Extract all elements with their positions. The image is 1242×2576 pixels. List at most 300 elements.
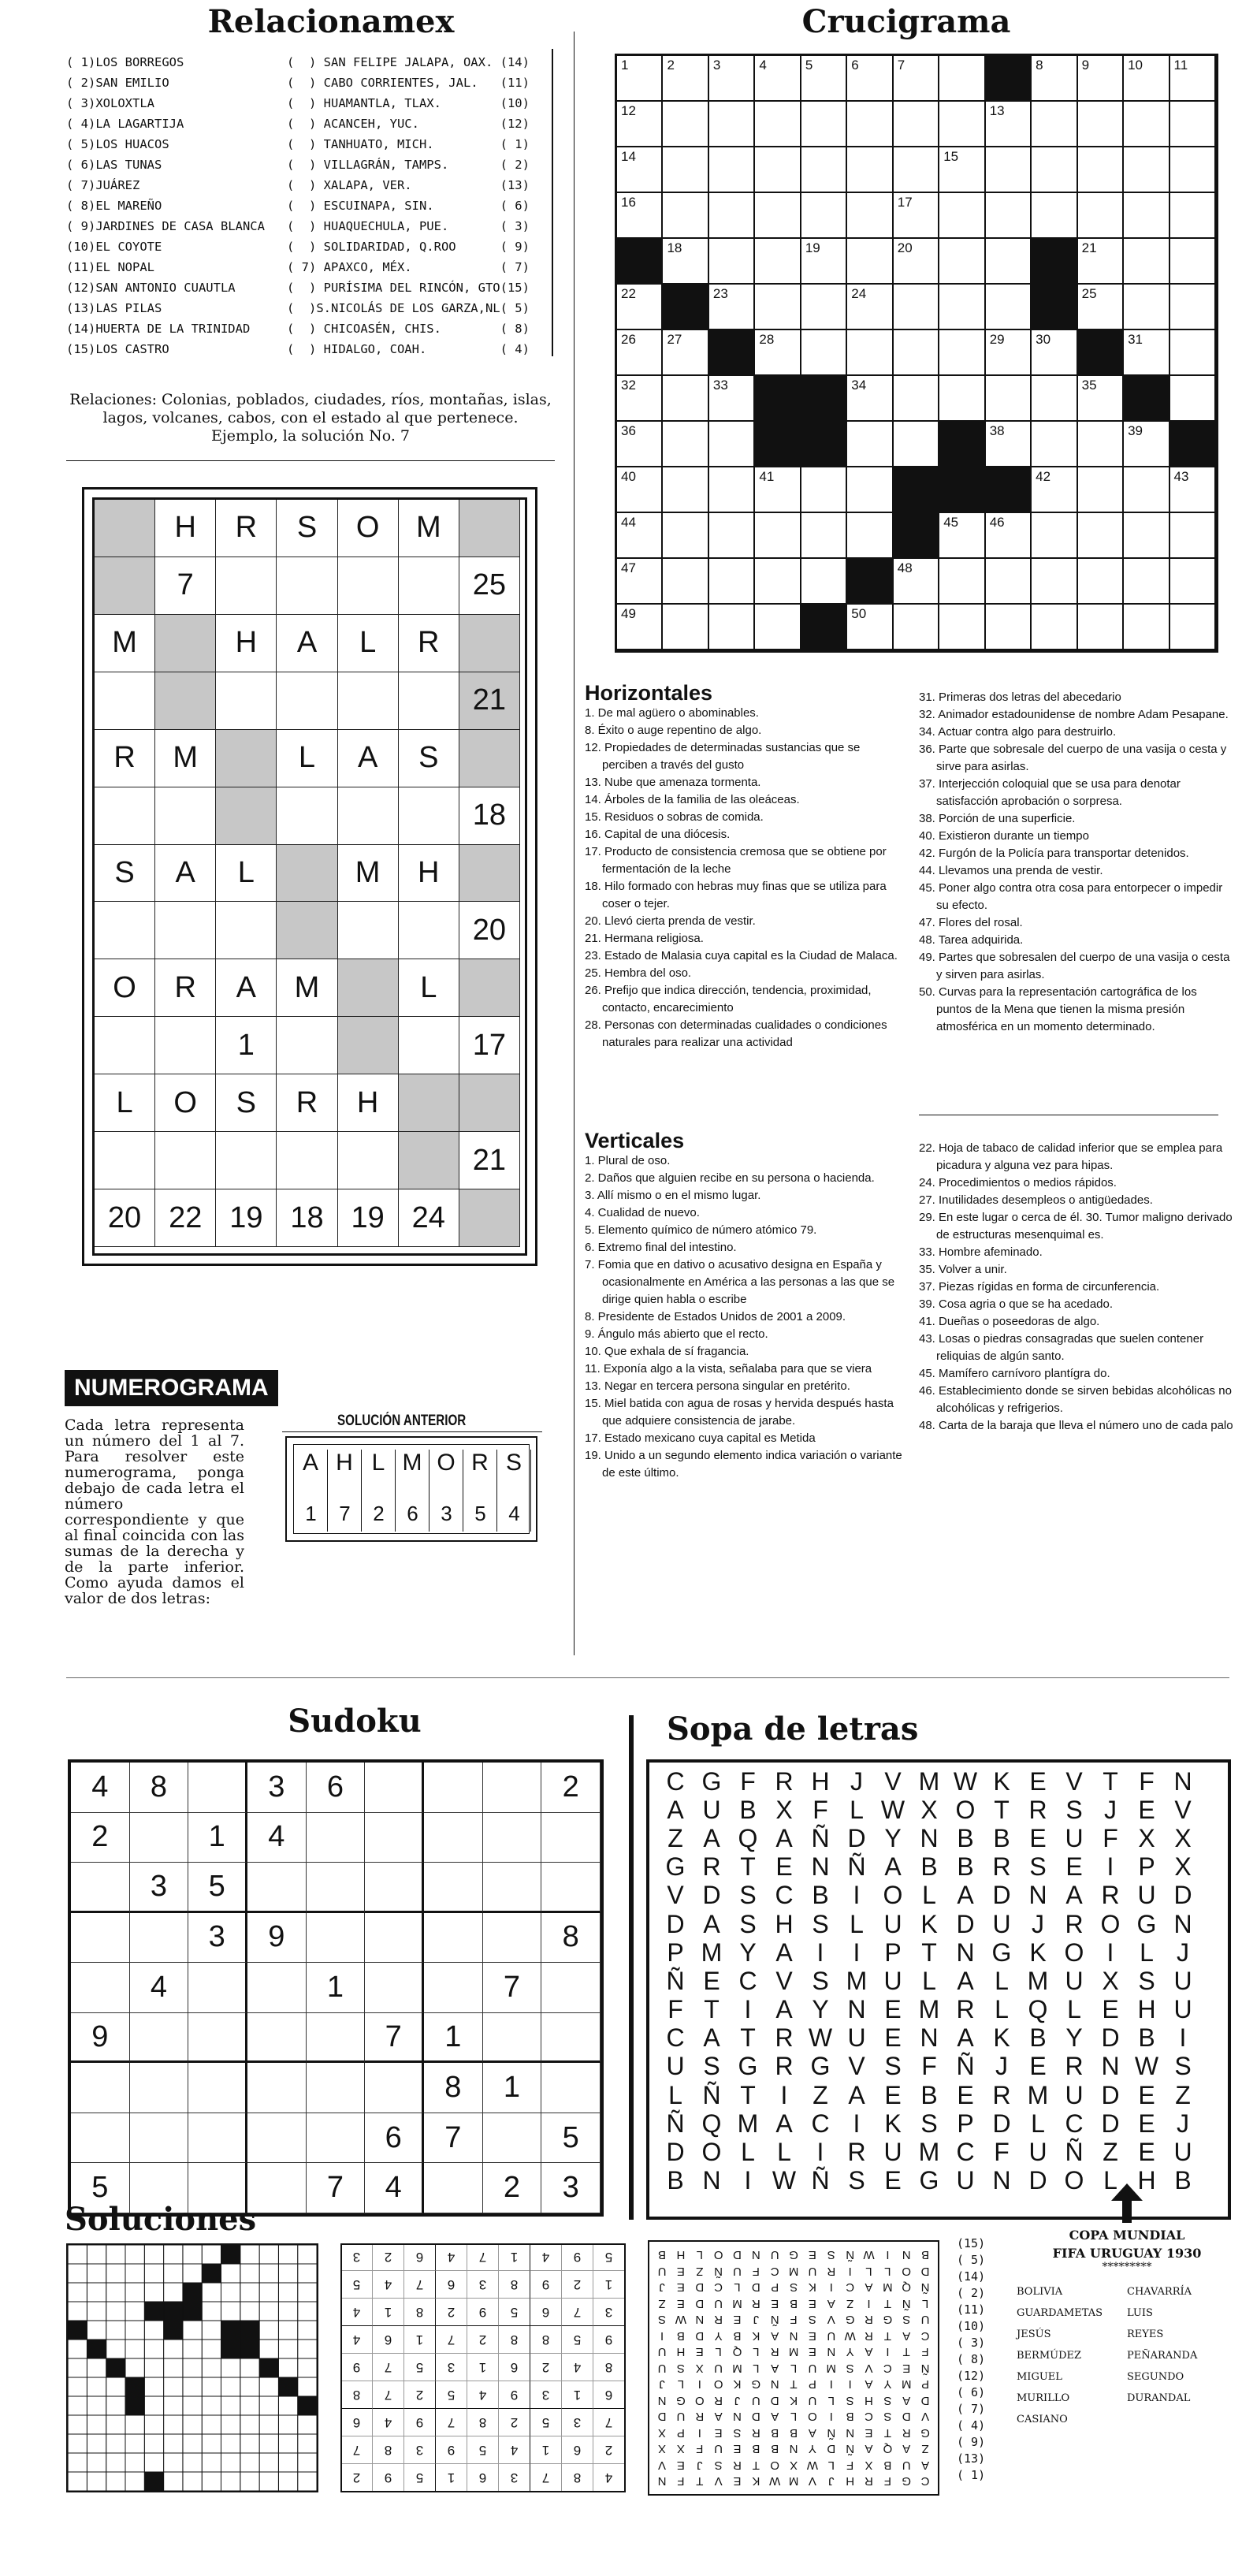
crossword-cell — [986, 376, 1032, 422]
solucion-relaciona-item: (14) — [957, 2269, 986, 2284]
clue: 6. Extremo final del intestino. — [585, 1241, 737, 1254]
sopa-letter: T — [704, 1995, 720, 2024]
sudoku-cell — [541, 1963, 601, 2013]
solucion-crucigrama-cell — [221, 2283, 240, 2302]
solucion-crucigrama-cell — [125, 2264, 144, 2283]
clue: 48. Carta de la baraja que lleva el número uno de cada palo — [919, 1419, 1233, 1432]
solucion-sopa-letter: N — [827, 2345, 836, 2359]
relaciona-item: ( 8)EL MAREÑO — [66, 199, 162, 213]
sopa-letter: Ñ — [666, 2109, 685, 2138]
sopa-letter: P — [957, 2109, 974, 2138]
sopa-letter: B — [1138, 2023, 1155, 2053]
sudoku-cell — [483, 1813, 542, 1863]
solucion-sopa-letter: O — [694, 2393, 705, 2407]
solucion-sopa-letter: Z — [658, 2296, 666, 2310]
solucion-relaciona-item: ( 8) — [957, 2352, 986, 2366]
solucion-sudoku-cell: 3 — [435, 2353, 467, 2381]
solucion-sopa-letter: E — [695, 2345, 704, 2359]
crossword-cell — [986, 147, 1032, 193]
numerograma-cell — [459, 615, 520, 672]
numerograma-cell — [95, 500, 155, 557]
crossword-cell: 20 — [894, 239, 939, 285]
crossword-cell — [847, 513, 893, 559]
sopa-letter: E — [1138, 1795, 1155, 1824]
solucion-crucigrama-cell — [144, 2340, 163, 2358]
solucion-sopa-letter: Y — [714, 2328, 723, 2343]
crossword-cell — [1032, 193, 1077, 239]
sopa-letter: M — [918, 1766, 940, 1796]
numerograma-cell: L — [277, 730, 337, 787]
solucion-sopa-letter: P — [676, 2425, 685, 2440]
relaciona-row — [66, 52, 555, 73]
sopa-letter: M — [918, 1995, 940, 2024]
crossword-cell: 9 — [1078, 56, 1124, 102]
solucion-crucigrama-cell — [68, 2340, 87, 2358]
solucion-relaciona-item: ( 9) — [957, 2435, 986, 2449]
crossword-cell — [1078, 422, 1124, 467]
solucion-sudoku-cell: 2 — [435, 2298, 467, 2325]
solucion-crucigrama-cell — [240, 2358, 259, 2377]
numerograma-cell: 22 — [155, 1189, 216, 1247]
solucion-sopa-letter: F — [752, 2264, 760, 2278]
solucion-sopa-letter: N — [846, 2425, 855, 2440]
solucion-sudoku-cell: 4 — [530, 2243, 561, 2270]
solucion-sudoku-cell: 8 — [530, 2325, 561, 2353]
solucion-sudoku-cell: 4 — [593, 2463, 624, 2491]
sudoku-cell — [541, 1813, 601, 1863]
solucion-sopa-letter: L — [827, 2393, 835, 2407]
solucion-sudoku-cell: 7 — [530, 2463, 561, 2491]
solucion-sopa-letter: I — [867, 2296, 871, 2310]
solucion-crucigrama-cell — [183, 2453, 202, 2472]
numerograma-cell — [459, 1189, 520, 1247]
numerograma-cell — [277, 557, 337, 615]
solucion-sopa-letter: I — [660, 2328, 664, 2343]
solucion-sudoku-cell: 2 — [530, 2353, 561, 2381]
numerograma-cell: 17 — [459, 1017, 520, 1074]
sopa-letter: T — [740, 2023, 756, 2053]
solucion-crucigrama-cell — [144, 2283, 163, 2302]
sudoku-cell: 5 — [541, 2113, 601, 2164]
crossword-cell — [847, 239, 893, 285]
clue: 23. Estado de Malasia cuya capital es la Ciudad de Malaca. — [585, 949, 898, 962]
solucion-letter: S — [497, 1450, 531, 1532]
solucion-sudoku-cell: 4 — [372, 2270, 403, 2298]
solucion-sopa-letter: L — [715, 2345, 722, 2359]
solucion-letter: O — [429, 1450, 463, 1532]
crossword-cell — [1078, 193, 1124, 239]
solucion-sopa-letter: I — [697, 2425, 701, 2440]
solucion-sudoku-cell: 5 — [403, 2463, 435, 2491]
sopa-letter: A — [667, 1795, 684, 1824]
solucion-crucigrama-cell — [278, 2302, 297, 2321]
sopa-row — [657, 1882, 1228, 1910]
numerograma-cell: S — [277, 500, 337, 557]
solucion-crucigrama-cell — [144, 2358, 163, 2377]
sopa-letter: D — [992, 2109, 1011, 2138]
clue: 16. Capital de una diócesis. — [585, 828, 731, 841]
solucion-sopa-letter: U — [808, 2393, 817, 2407]
solucion-sopa-letter: B — [733, 2328, 742, 2343]
solucion-sudoku-cell: 8 — [467, 2408, 498, 2436]
solucion-crucigrama-cell — [221, 2358, 240, 2377]
crossword-cell — [709, 239, 755, 285]
solucion-crucigrama-cell — [259, 2415, 278, 2434]
numerograma-cell — [95, 787, 155, 845]
clue: 8. Presidente de Estados Unidos de 2001 a 2009. — [585, 1310, 846, 1323]
crossword-cell — [709, 193, 755, 239]
solucion-sudoku-cell: 8 — [498, 2270, 530, 2298]
sudoku-cell — [247, 2113, 307, 2164]
sopa-letter: C — [811, 2109, 830, 2138]
solucion-sudoku-cell: 9 — [372, 2463, 403, 2491]
clue: 3. Allí mismo o en el mismo lugar. — [585, 1189, 761, 1202]
solucion-sopa-row — [653, 2295, 935, 2312]
crossword-cell: 7 — [894, 56, 939, 102]
numerograma-cell: 20 — [459, 902, 520, 959]
solucion-sudoku-cell: 6 — [372, 2325, 403, 2353]
sopa-letter: Q — [701, 2109, 722, 2138]
sopa-letter: E — [884, 2080, 902, 2109]
solucion-crucigrama-cell — [183, 2340, 202, 2358]
solucion-sopa-letter: H — [846, 2474, 855, 2489]
solucion-sopa-letter: H — [676, 2345, 686, 2359]
clue: 50. Curvas para la representación cartográfica de los puntos de la Mena que tienen la misma presión atmosférica en un momento determinado. — [919, 985, 1197, 1033]
solucion-crucigrama-cell — [106, 2283, 125, 2302]
crossword-cell: 46 — [986, 513, 1032, 559]
solucion-crucigrama-cell — [278, 2472, 297, 2491]
sopa-letter: S — [739, 1881, 757, 1910]
solucion-sopa-letter: N — [902, 2248, 911, 2262]
sopa-letter: F — [1103, 1823, 1118, 1852]
sopa-letter: D — [992, 1881, 1011, 1910]
solucion-crucigrama-cell — [259, 2245, 278, 2264]
solucion-sopa-letter: V — [714, 2474, 723, 2489]
crossword-cell — [755, 422, 801, 467]
solucion-crucigrama-cell — [144, 2453, 163, 2472]
solucion-sopa-letter: N — [695, 2313, 705, 2327]
crossword-cell — [986, 559, 1032, 605]
sopa-row — [657, 1824, 1228, 1852]
solucion-crucigrama-cell — [298, 2434, 317, 2453]
numerograma-cell: A — [338, 730, 399, 787]
solucion-sopa-letter: D — [770, 2393, 779, 2407]
clue: 34. Actuar contra algo para destruirlo. — [919, 725, 1117, 739]
solucion-sopa-letter: A — [902, 2442, 911, 2456]
sopa-row — [657, 2109, 1228, 2138]
sudoku-cell — [424, 2163, 483, 2213]
numerograma-cell — [155, 1132, 216, 1189]
relaciona-item: ( 6)LAS TUNAS — [66, 158, 162, 172]
solucion-crucigrama-cell — [278, 2245, 297, 2264]
crossword-cell — [709, 605, 755, 650]
solucion-crucigrama-cell — [87, 2396, 106, 2415]
solucion-sopa-letter: V — [808, 2474, 816, 2489]
sudoku-cell: 5 — [188, 1863, 247, 1913]
sopa-letter: Z — [667, 1823, 683, 1852]
solucion-crucigrama-cell — [240, 2302, 259, 2321]
sopa-letter: R — [1101, 1881, 1120, 1910]
solucion-sopa-letter: O — [713, 2248, 723, 2262]
solucion-crucigrama-cell — [106, 2245, 125, 2264]
sopa-letter: P — [1138, 1852, 1155, 1882]
crossword-cell — [1032, 102, 1077, 147]
solucion-sopa-letter: K — [790, 2393, 798, 2407]
relaciona-place: ( ) ESCUINAPA, SIN. ( 6) — [287, 199, 530, 213]
solucion-crucigrama-cell — [144, 2302, 163, 2321]
copa-subtitle: FIFA URUGUAY 1930 — [1052, 2246, 1202, 2261]
solucion-sopa-letter: Z — [921, 2442, 929, 2456]
crossword-cell — [663, 193, 708, 239]
sopa-letter: E — [775, 1852, 793, 1882]
numerograma-cell — [95, 672, 155, 730]
crossword-cell — [986, 239, 1032, 285]
solucion-crucigrama-cell — [183, 2377, 202, 2396]
solucion-crucigrama-cell — [144, 2434, 163, 2453]
numerograma-cell: R — [155, 959, 216, 1017]
solucion-sopa-letter: A — [865, 2345, 873, 2359]
crossword-cell — [1032, 147, 1077, 193]
sopa-letter: B — [920, 2080, 938, 2109]
sopa-letter: B — [1029, 2023, 1047, 2053]
sopa-letter: E — [884, 2023, 902, 2053]
solucion-sopa-letter: H — [676, 2248, 686, 2262]
solucion-crucigrama-cell — [87, 2340, 106, 2358]
numerograma-cell: H — [155, 500, 216, 557]
sopa-letter: W — [808, 2023, 833, 2053]
clue: 45. Mamífero carnívoro plantígra do. — [919, 1367, 1110, 1380]
crossword-cell — [1170, 376, 1216, 422]
crossword-cell: 34 — [847, 376, 893, 422]
solucion-sopa-letter: M — [788, 2264, 799, 2278]
sopa-letter: U — [1137, 1881, 1156, 1910]
crossword-cell — [1124, 193, 1169, 239]
crossword-cell — [939, 239, 985, 285]
crossword-cell — [894, 605, 939, 650]
numerograma-cell: 20 — [95, 1189, 155, 1247]
relaciona-place: ( ) VILLAGRÁN, TAMPS. ( 2) — [287, 158, 530, 172]
solucion-crucigrama-cell — [298, 2472, 317, 2491]
sopa-row — [657, 2138, 1228, 2166]
solucion-sudoku — [340, 2243, 626, 2492]
solucion-sopa-letter: S — [846, 2393, 854, 2407]
crossword-cell — [801, 376, 847, 422]
solucion-crucigrama-cell — [68, 2434, 87, 2453]
solucion-sopa-letter: E — [865, 2425, 873, 2440]
solucion-sudoku-cell: 4 — [561, 2353, 593, 2381]
clue: 4. Cualidad de nuevo. — [585, 1206, 700, 1219]
relaciona-row — [66, 298, 555, 318]
crossword-cell: 3 — [709, 56, 755, 102]
solucion-crucigrama-cell — [202, 2434, 221, 2453]
sopa-letter: G — [738, 2052, 758, 2081]
numerograma-cell: 21 — [459, 1132, 520, 1189]
sopa-letter: U — [1065, 1966, 1084, 1995]
solucion-number: 1 — [305, 1502, 317, 1525]
crossword-cell: 15 — [939, 147, 985, 193]
sopa-letter: S — [1065, 1795, 1083, 1824]
crossword-cell — [894, 102, 939, 147]
solucion-sudoku-cell: 6 — [403, 2243, 435, 2270]
sopa-letter: D — [666, 1909, 685, 1938]
sopa-letter: E — [1029, 1766, 1047, 1796]
solucion-sopa-letter: R — [827, 2264, 836, 2278]
solucion-crucigrama-cell — [164, 2415, 183, 2434]
clue: 36. Parte que sobresale del cuerpo de una vasija o cesta y sirve para asirlas. — [919, 743, 1227, 773]
sopa-row — [657, 1967, 1228, 1995]
solucion-relaciona-item: (15) — [957, 2236, 986, 2250]
solucion-sopa-letter: J — [659, 2377, 665, 2392]
solucion-crucigrama — [66, 2243, 318, 2492]
crossword-cell — [986, 285, 1032, 330]
sudoku-cell: 9 — [71, 2013, 130, 2064]
crossword-cell: 38 — [986, 422, 1032, 467]
solucion-crucigrama-cell — [221, 2302, 240, 2321]
solucion-sopa-letter: S — [808, 2313, 816, 2327]
solucion-sopa-letter: T — [883, 2328, 891, 2343]
solucion-crucigrama-cell — [298, 2283, 317, 2302]
sudoku-cell — [130, 2063, 189, 2113]
relaciona-row — [66, 114, 555, 134]
sudoku-cell: 4 — [365, 2163, 424, 2213]
solucion-sopa-letter: Ñ — [920, 2280, 930, 2295]
sudoku-cell — [188, 2063, 247, 2113]
sopa-letter: V — [1065, 1766, 1083, 1796]
crossword-cell — [1170, 330, 1216, 376]
solucion-sopa-letter: Y — [883, 2377, 892, 2392]
solucion-relaciona-item: ( 7) — [957, 2402, 986, 2416]
solucion-sopa-row — [653, 2409, 935, 2425]
sopa-letter: Ñ — [666, 1966, 685, 1995]
solucion-sopa-letter: Q — [883, 2442, 893, 2456]
solucion-sopa — [648, 2240, 939, 2496]
crossword-cell — [755, 239, 801, 285]
arrow-up-icon — [1111, 2183, 1143, 2223]
solucion-sudoku-cell: 3 — [403, 2436, 435, 2463]
clue: 37. Piezas rígidas en forma de circunferencia. — [919, 1280, 1160, 1294]
solucion-sopa-letter: A — [902, 2393, 911, 2407]
solucion-sudoku-cell: 2 — [593, 2436, 624, 2463]
sopa-letter: L — [922, 1881, 936, 1910]
numerograma-cell — [216, 672, 277, 730]
clue: 2. Daños que alguien recibe en su persona o hacienda. — [585, 1171, 875, 1185]
clue: 45. Poner algo contra otra cosa para entorpecer o impedir su efecto. — [919, 881, 1223, 912]
numerograma-cell: R — [277, 1074, 337, 1132]
solucion-sopa-row — [653, 2263, 935, 2280]
crossword-cell — [1124, 513, 1169, 559]
sopa-letter: I — [816, 2138, 824, 2167]
crossword-cell — [755, 193, 801, 239]
crossword-grid — [615, 54, 1218, 653]
solucion-sudoku-cell: 7 — [372, 2353, 403, 2381]
sudoku-cell: 3 — [247, 1763, 307, 1813]
solucion-sopa-letter: V — [827, 2313, 835, 2327]
solucion-sopa-letter: O — [713, 2377, 723, 2392]
clue: 7. Fomia que en dativo o acusativo designa en España y ocasionalmente en América a las personas a las que se dirige quien habla o escribe — [585, 1258, 895, 1306]
solucion-sopa-letter: T — [752, 2458, 760, 2472]
clue: 9. Ángulo más abierto que el recto. — [585, 1327, 768, 1341]
sopa-letter: A — [703, 1909, 720, 1938]
solucion-sopa-letter: L — [734, 2280, 741, 2295]
solucion-sopa-letter: Y — [808, 2442, 816, 2456]
sudoku-cell — [71, 1863, 130, 1913]
solucion-sopa-letter: R — [902, 2425, 911, 2440]
solucion-sopa-letter: E — [733, 2474, 742, 2489]
solucion-crucigrama-cell — [106, 2415, 125, 2434]
numerograma-cell: L — [338, 615, 399, 672]
solucion-sopa-letter: E — [733, 2442, 742, 2456]
solucion-crucigrama-cell — [298, 2340, 317, 2358]
sopa-letter: Y — [1065, 2023, 1083, 2053]
crossword-cell — [801, 467, 847, 513]
solucion-crucigrama-cell — [144, 2321, 163, 2340]
sopa-letter: D — [847, 1823, 866, 1852]
crossword-cell — [1170, 239, 1216, 285]
crossword-cell — [939, 467, 985, 513]
sopa-letter: I — [780, 2080, 788, 2109]
solucion-sudoku-cell: 3 — [340, 2243, 372, 2270]
solucion-relaciona-item: ( 5) — [957, 2253, 986, 2267]
sopa-letter: X — [1174, 1852, 1192, 1882]
solucion-sopa-letter: S — [790, 2280, 798, 2295]
solucion-sopa-letter: B — [771, 2442, 779, 2456]
sopa-letter: L — [922, 1966, 936, 1995]
crossword-cell: 47 — [617, 559, 663, 605]
sopa-letter: T — [1103, 1766, 1118, 1796]
solucion-sopa-row — [653, 2457, 935, 2474]
sopa-letter: O — [883, 1881, 903, 1910]
solucion-sopa-letter: V — [865, 2361, 873, 2375]
crucigrama-title: Crucigrama — [801, 3, 1011, 40]
solucion-relaciona-item: (10) — [957, 2319, 986, 2333]
crossword-cell — [894, 330, 939, 376]
sopa-letter: S — [884, 2052, 902, 2081]
numerograma-cell — [399, 672, 459, 730]
solucion-sopa-letter: E — [902, 2361, 911, 2375]
solucion-crucigrama-cell — [164, 2358, 183, 2377]
solucion-relaciona-item: ( 3) — [957, 2336, 986, 2350]
solucion-crucigrama-cell — [68, 2415, 87, 2434]
clue: 19. Unido a un segundo elemento indica variación o variante de este último. — [585, 1449, 902, 1480]
sopa-letter: K — [993, 1766, 1010, 1796]
relaciona-place: ( ) XALAPA, VER. (13) — [287, 178, 530, 192]
sudoku-cell — [130, 1813, 189, 1863]
sopa-letter: R — [775, 1766, 794, 1796]
crossword-cell — [894, 376, 939, 422]
solucion-crucigrama-cell — [106, 2472, 125, 2491]
solucion-crucigrama-cell — [125, 2453, 144, 2472]
solucion-crucigrama-cell — [259, 2434, 278, 2453]
solucion-crucigrama-cell — [144, 2264, 163, 2283]
solucion-anterior-box — [285, 1436, 537, 1542]
clue: 41. Dueñas o poseedoras de algo. — [919, 1315, 1100, 1328]
sopa-letter: E — [884, 2166, 902, 2195]
relaciona-item: (15)LOS CASTRO — [66, 342, 169, 356]
solucion-sopa-letter: D — [695, 2280, 705, 2295]
numerograma-cell — [459, 730, 520, 787]
solucion-crucigrama-cell — [298, 2396, 317, 2415]
relaciona-row — [66, 277, 555, 298]
crossword-cell: 24 — [847, 285, 893, 330]
sopa-row — [657, 2081, 1228, 2109]
crossword-cell: 28 — [755, 330, 801, 376]
solucion-sopa-letter: A — [771, 2410, 779, 2424]
crossword-cell: 11 — [1170, 56, 1216, 102]
relaciona-item: ( 4)LA LAGARTIJA — [66, 117, 184, 131]
solucion-sopa-letter: I — [848, 2377, 852, 2392]
sopa-letter: J — [1104, 1795, 1117, 1824]
numerograma-cell — [277, 787, 337, 845]
